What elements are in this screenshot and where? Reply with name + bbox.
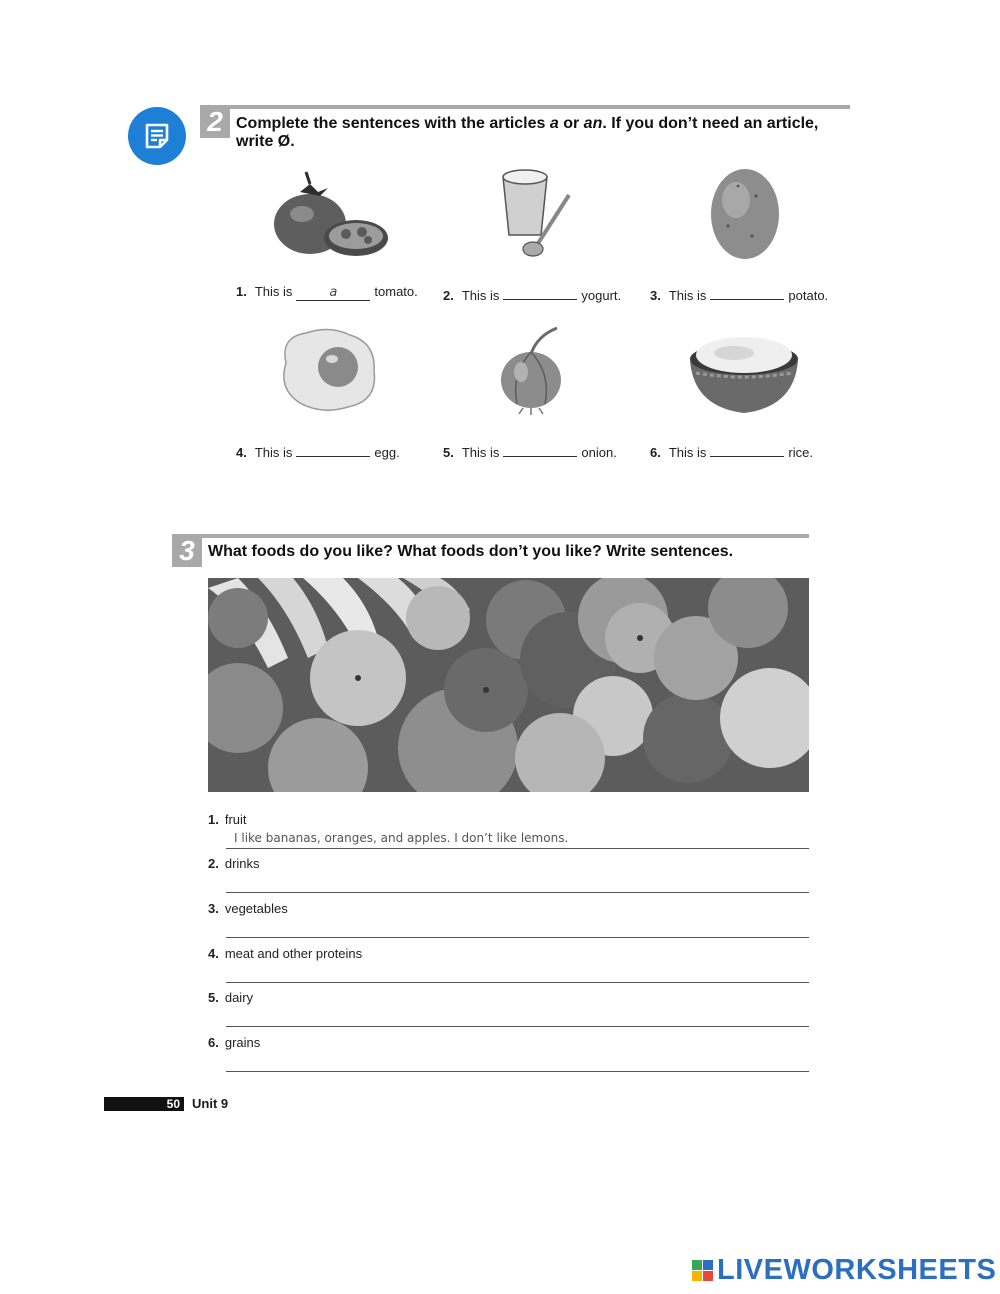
exercise3-item-5: 5. dairy <box>208 990 809 1027</box>
yogurt-image <box>497 165 577 260</box>
answer-blank-2[interactable] <box>503 284 577 300</box>
item-label: dairy <box>224 990 254 1005</box>
exercise3-item-6: 6. grains <box>208 1035 809 1072</box>
answer-line-4[interactable] <box>226 963 809 983</box>
exercise3-number: 3 <box>172 535 202 567</box>
answer-blank-6[interactable] <box>710 441 784 457</box>
answer-line-2[interactable] <box>226 873 809 893</box>
answer-blank-1[interactable]: a <box>296 285 370 301</box>
sentence-item-6: 6. This is rice. <box>650 441 813 460</box>
sentence-item-5: 5. This is onion. <box>443 441 617 460</box>
answer-text: I like bananas, oranges, and apples. I don’t like lemons. <box>234 831 569 845</box>
notes-button[interactable] <box>128 107 186 165</box>
item-label: fruit <box>224 812 247 827</box>
page-number: 50 <box>166 1097 180 1111</box>
answer-line-3[interactable] <box>226 918 809 938</box>
sentence-item-1: 1. This is a tomato. <box>236 284 418 300</box>
answer-blank-4[interactable] <box>296 441 370 457</box>
egg-image <box>276 323 382 415</box>
answer-blank-5[interactable] <box>503 441 577 457</box>
item-label: meat and other proteins <box>224 946 363 961</box>
liveworksheets-logo[interactable] <box>692 1254 996 1287</box>
answer-line-5[interactable] <box>226 1007 809 1027</box>
sentence-item-2: 2. This is yogurt. <box>443 284 621 303</box>
exercise3-item-1: 1. fruit I like bananas, oranges, and apples. I don’t like lemons. <box>208 812 809 849</box>
exercise2-number: 2 <box>200 106 230 138</box>
unit-label: Unit 9 <box>192 1096 229 1111</box>
page-number-bar <box>104 1097 184 1111</box>
exercise3-item-3: 3. vegetables <box>208 901 809 938</box>
answer-blank-3[interactable] <box>710 284 784 300</box>
exercise3-item-4: 4. meat and other proteins <box>208 946 809 983</box>
exercise3-instruction: What foods do you like? What foods don’t you like? Write sentences. <box>208 543 734 560</box>
answer-line-1[interactable] <box>226 829 809 849</box>
item-label: drinks <box>224 856 260 871</box>
sentence-item-4: 4. This is egg. <box>236 441 400 460</box>
exercise3-bar <box>172 534 809 538</box>
fruit-photo <box>208 578 809 792</box>
onion-image <box>497 324 567 416</box>
exercise2-instruction: Complete the sentences with the articles a or an. If you don’t need an article, write Ø. <box>236 115 819 150</box>
notes-icon <box>142 121 172 151</box>
sentence-item-3: 3. This is potato. <box>650 284 828 303</box>
potato-image <box>708 166 782 262</box>
answer-line-6[interactable] <box>226 1052 809 1072</box>
tomato-image <box>270 168 390 258</box>
exercise2-bar <box>200 105 850 109</box>
item-label: grains <box>224 1035 261 1050</box>
item-label: vegetables <box>224 901 288 916</box>
exercise3-item-2: 2. drinks <box>208 856 809 893</box>
brand-name: LIVEWORKSHEETS <box>717 1254 997 1286</box>
rice-image <box>686 321 802 417</box>
logo-blocks-icon <box>692 1260 714 1282</box>
